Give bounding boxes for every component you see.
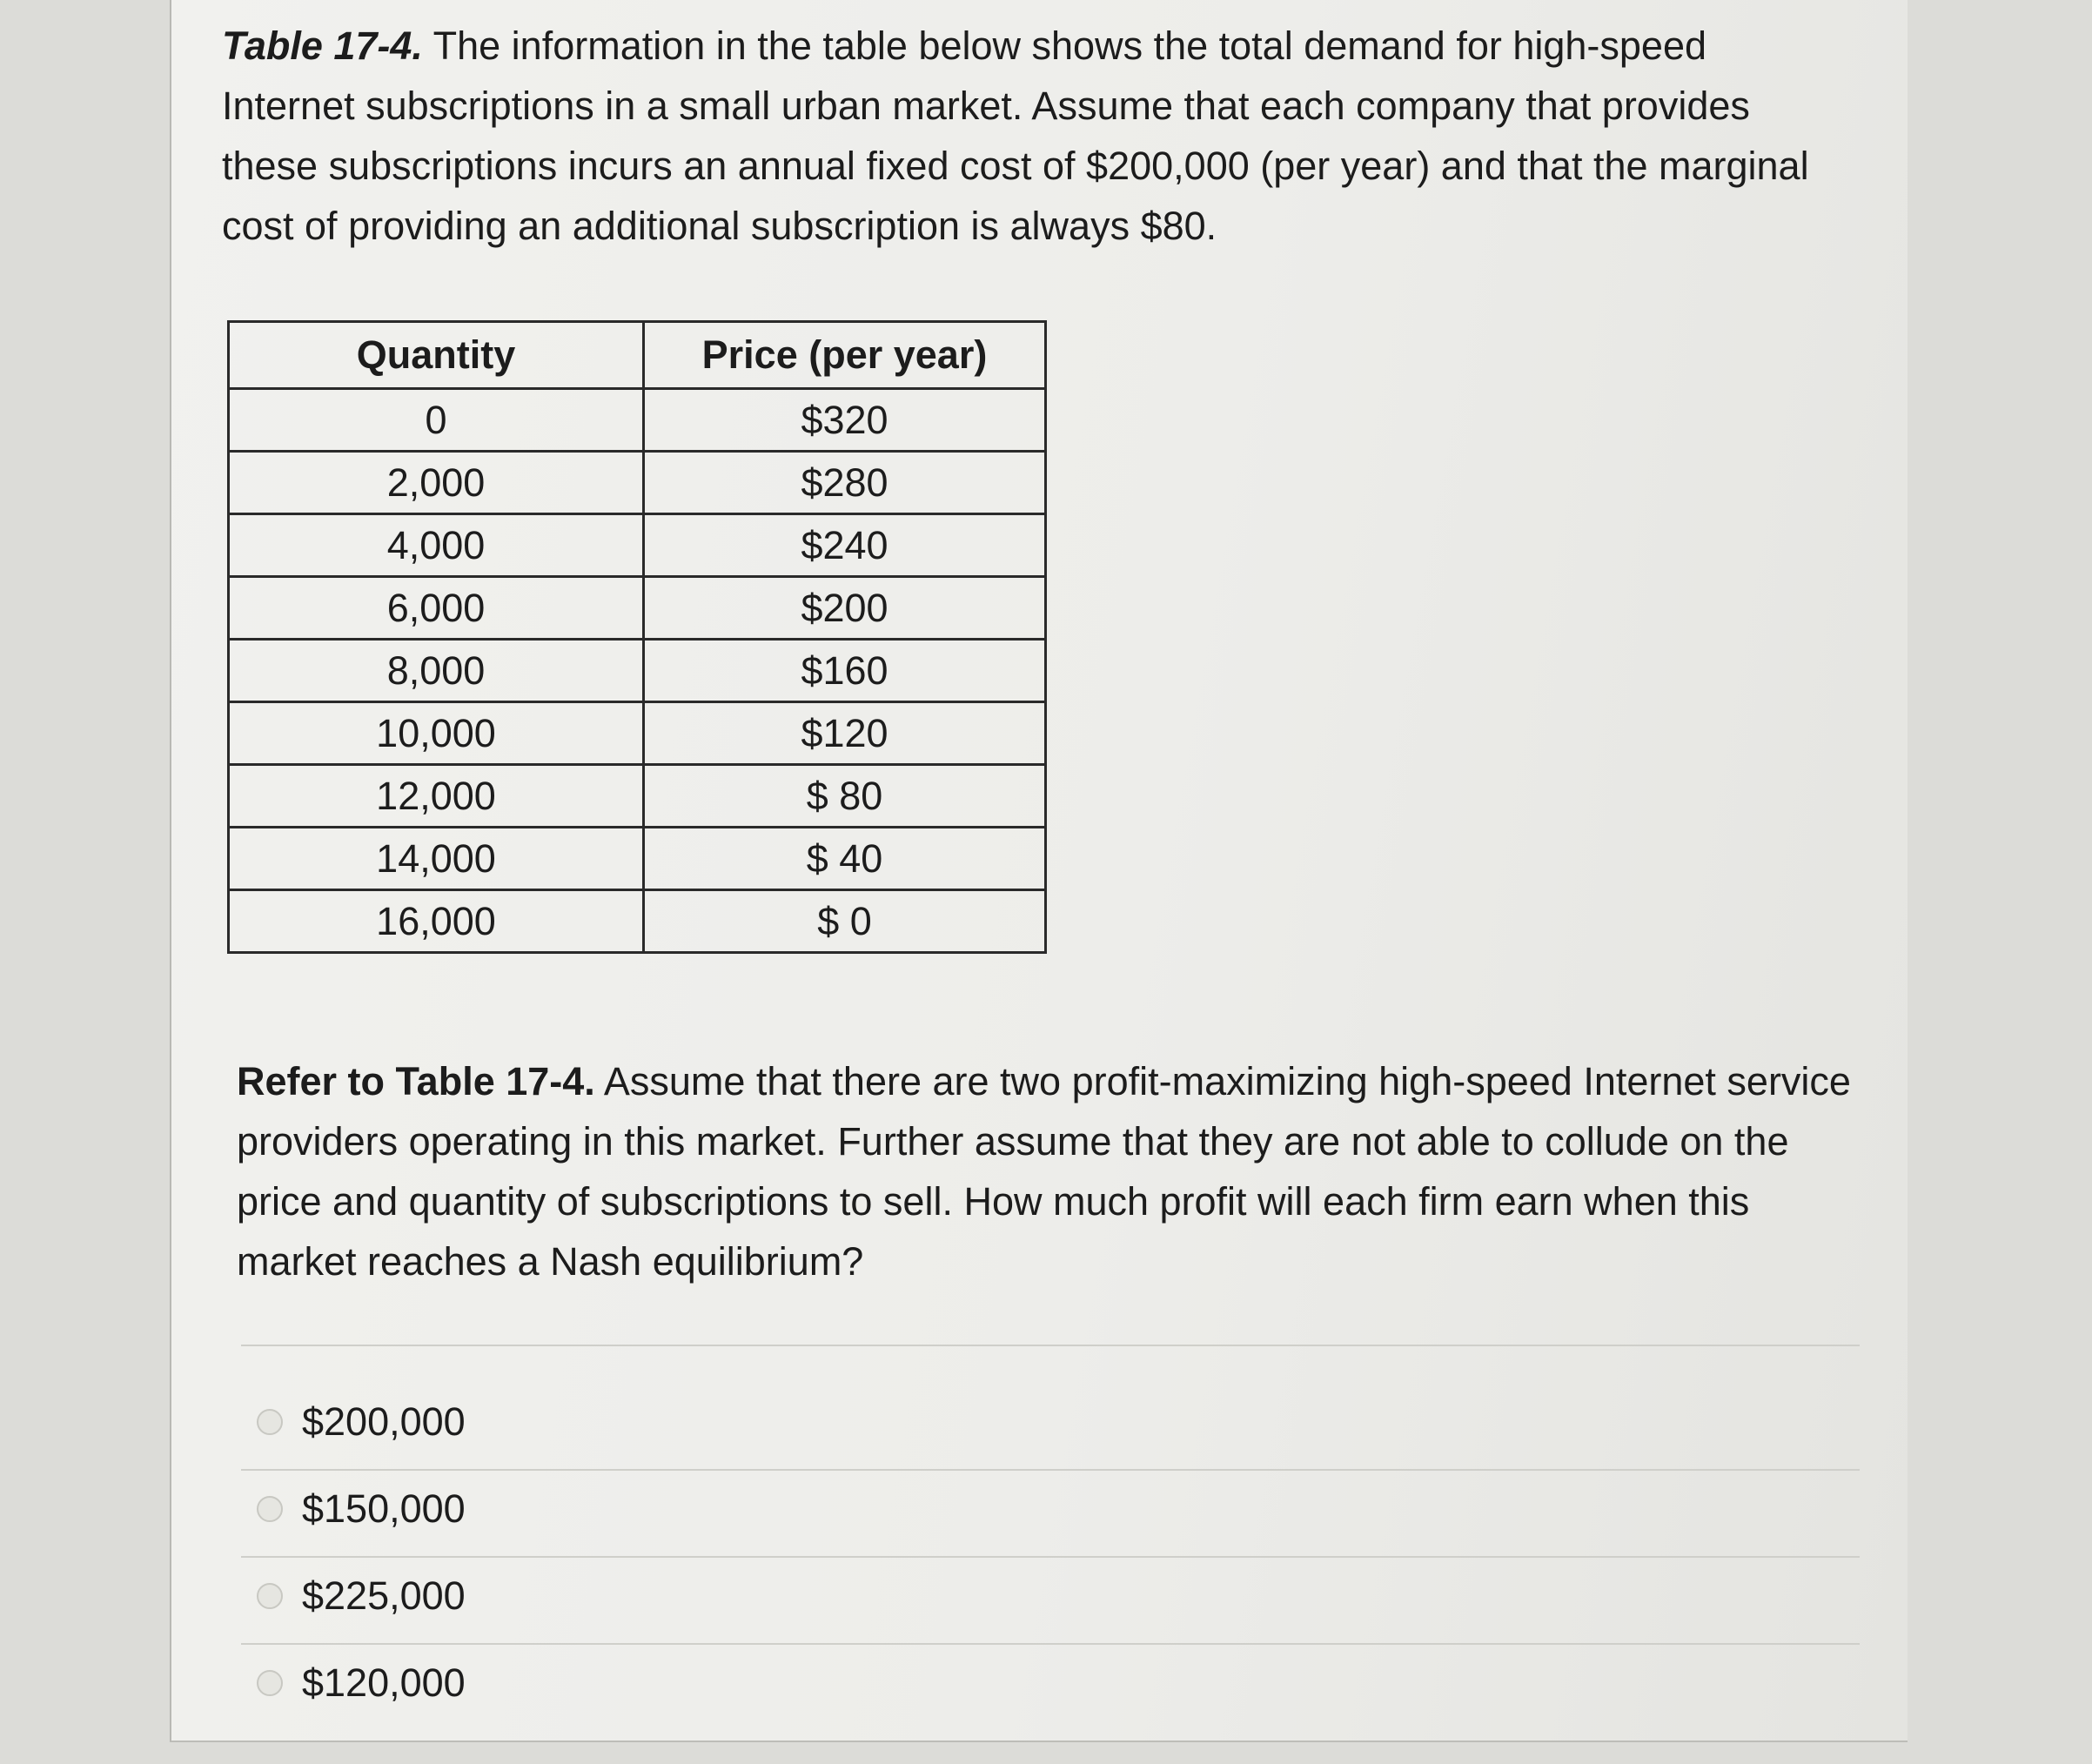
table-row [229, 890, 1046, 953]
radio-button[interactable] [257, 1583, 283, 1609]
answer-option-label: $120,000 [302, 1660, 466, 1705]
table-description-text: The information in the table below shows the total demand for high-speed Internet subscriptions in a small urban market. Assume that each company that provides these subscriptions incurs an annual fixed cost of $200,000 (per year) and that the marginal cost of providing an additional subscription is always $80. [222, 23, 1809, 248]
demand-table [227, 320, 1047, 954]
price-cell: $240 [644, 514, 1046, 577]
table-header-row [229, 322, 1046, 389]
table-reference: Table 17-4. [222, 23, 423, 68]
answer-option-label: $225,000 [302, 1573, 466, 1618]
table-description [222, 16, 1849, 256]
quantity-cell: 8,000 [229, 640, 644, 702]
table-row [229, 514, 1046, 577]
divider [241, 1643, 1860, 1645]
answer-option-3[interactable] [257, 1573, 466, 1619]
table-row [229, 702, 1046, 765]
quantity-cell: 4,000 [229, 514, 644, 577]
price-cell: $320 [644, 389, 1046, 452]
question-page [170, 0, 1908, 1742]
quantity-cell: 0 [229, 389, 644, 452]
answer-option-label: $200,000 [302, 1399, 466, 1444]
price-cell: $ 80 [644, 765, 1046, 828]
quantity-cell: 2,000 [229, 452, 644, 514]
radio-button[interactable] [257, 1670, 283, 1696]
table-row [229, 828, 1046, 890]
answer-option-1[interactable] [257, 1399, 466, 1445]
question-text [237, 1051, 1855, 1291]
question-reference: Refer to Table 17-4. [237, 1059, 595, 1103]
table-row [229, 640, 1046, 702]
price-cell: $ 0 [644, 890, 1046, 953]
radio-button[interactable] [257, 1496, 283, 1522]
answer-option-label: $150,000 [302, 1486, 466, 1531]
quantity-cell: 10,000 [229, 702, 644, 765]
price-cell: $200 [644, 577, 1046, 640]
table-row [229, 577, 1046, 640]
table-row [229, 765, 1046, 828]
answer-option-4[interactable] [257, 1660, 466, 1706]
table-row [229, 389, 1046, 452]
quantity-cell: 14,000 [229, 828, 644, 890]
divider [241, 1345, 1860, 1346]
answer-option-2[interactable] [257, 1486, 466, 1532]
divider [241, 1469, 1860, 1471]
price-cell: $120 [644, 702, 1046, 765]
quantity-cell: 6,000 [229, 577, 644, 640]
quantity-header: Quantity [229, 322, 644, 389]
price-header: Price (per year) [644, 322, 1046, 389]
price-cell: $160 [644, 640, 1046, 702]
table-row [229, 452, 1046, 514]
quantity-cell: 12,000 [229, 765, 644, 828]
divider [241, 1556, 1860, 1558]
price-cell: $ 40 [644, 828, 1046, 890]
question-body: Assume that there are two profit-maximizing high-speed Internet service providers operating in this market. Further assume that they are not able to collude on the price and quantity of subscriptions to sell. How much profit will each firm earn when this market reaches a Nash equilibrium? [237, 1059, 1851, 1284]
radio-button[interactable] [257, 1409, 283, 1435]
price-cell: $280 [644, 452, 1046, 514]
quantity-cell: 16,000 [229, 890, 644, 953]
